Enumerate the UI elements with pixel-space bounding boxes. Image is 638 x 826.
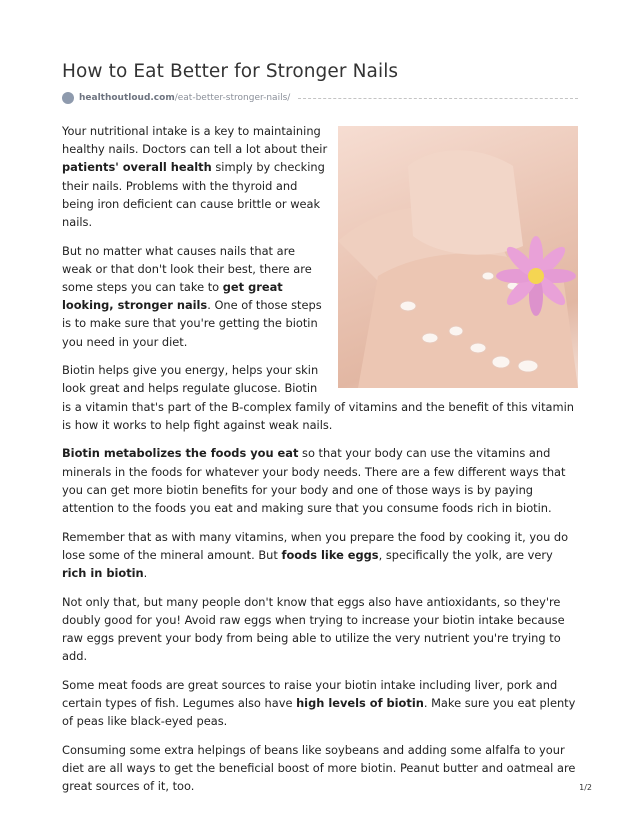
page-number: 1/2 xyxy=(579,783,592,792)
source-domain: healthoutloud.com xyxy=(79,93,175,103)
paragraph: Not only that, but many people don't know that eggs also have antioxidants, so they're doubly good for you! Avoid raw eggs when trying to increase your biotin intake because raw eggs prevent your body from being able to utilize the very nutrient you're trying to add. xyxy=(62,594,565,664)
article-body xyxy=(62,122,578,806)
article-title: How to Eat Better for Stronger Nails xyxy=(62,61,399,82)
source-line xyxy=(62,89,578,107)
source-url[interactable] xyxy=(79,93,290,103)
nails-photo xyxy=(338,126,578,388)
source-divider xyxy=(298,98,578,99)
paragraph: Biotin helps give you energy, helps your skin look great and helps regulate glucose. Biotin is a vitamin that's part of the B-complex family of vitamins and the benefit of this vitamin is how it works to help fight against weak nails. xyxy=(62,363,574,432)
flower-illustration xyxy=(338,126,578,388)
paragraph: But no matter what causes nails that are weak or that don't look their best, there are some steps you can take to get great looking, stronger nails. One of those steps is to make sure that you're getting the biotin you need in your diet. xyxy=(62,243,322,349)
paragraph: Remember that as with many vitamins, when you prepare the food by cooking it, you do lose some of the mineral amount. But foods like eggs, specifically the yolk, are very rich in biotin. xyxy=(62,529,569,581)
source-path: /eat-better-stronger-nails/ xyxy=(174,93,291,103)
paragraph: Consuming some extra helpings of beans like soybeans and adding some alfalfa to your diet are all ways to get the beneficial boost of more biotin. Peanut butter and oatmeal are great sources of it, too. xyxy=(62,742,576,794)
paragraph: Some meat foods are great sources to raise your biotin intake including liver, pork and certain types of fish. Legumes also have high levels of biotin. Make sure you eat plenty of peas like black-eyed peas. xyxy=(62,677,576,729)
paragraph: Biotin metabolizes the foods you eat so that your body can use the vitamins and minerals in the foods for whatever your body needs. There are a few different ways that you can get more biotin benefits for your body and one of those ways is by paying attention to the foods you eat and making sure that you consume foods rich in biotin. xyxy=(62,446,566,516)
globe-icon xyxy=(62,92,74,104)
paragraph: Your nutritional intake is a key to maintaining healthy nails. Doctors can tell a lot about their patients' overall health simply by checking their nails. Problems with the thyroid and being iron deficient can cause brittle or weak nails. xyxy=(62,124,328,230)
